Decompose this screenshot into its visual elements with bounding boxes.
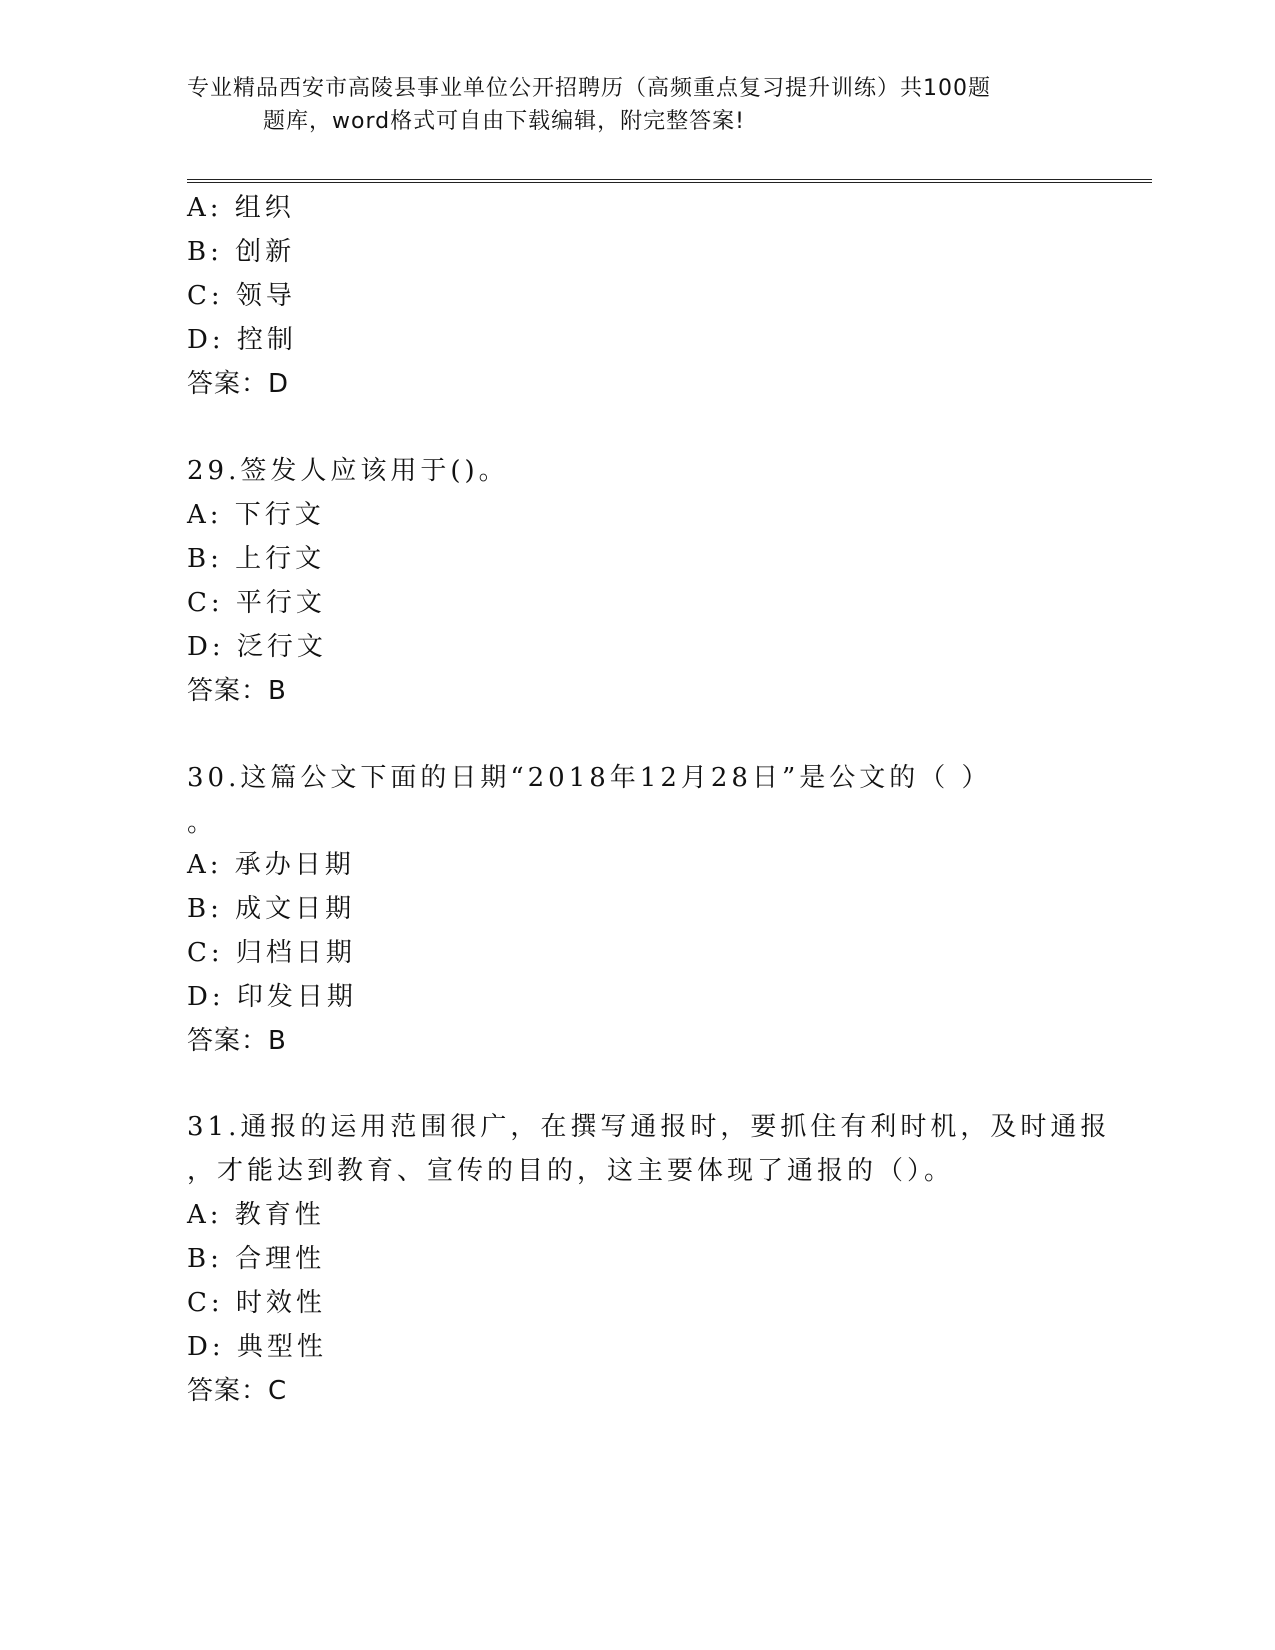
q30-answer: 答案：B: [187, 1026, 287, 1056]
q31-option-d: D: 典型性: [187, 1332, 327, 1362]
q29-option-a: A: 下行文: [187, 500, 325, 530]
q30-option-d: D: 印发日期: [187, 982, 357, 1012]
q30-option-c: C: 归档日期: [187, 938, 356, 968]
document-title-line-2: 题库，word格式可自由下载编辑，附完整答案!: [263, 109, 745, 134]
q30-question: 30.这篇公文下面的日期“2018年12月28日”是公文的（ ）: [187, 763, 992, 793]
q31-answer: 答案：C: [187, 1376, 288, 1406]
q28-option-a: A: 组织: [187, 193, 295, 223]
q28-option-b: B: 创新: [187, 237, 296, 267]
q28-answer: 答案：D: [187, 369, 290, 399]
document-title-line-1: 专业精品西安市高陵县事业单位公开招聘历（高频重点复习提升训练）共100题: [187, 76, 991, 101]
q31-option-a: A: 教育性: [187, 1200, 325, 1230]
q30-option-a: A: 承办日期: [187, 850, 355, 880]
q31-question: 31.通报的运用范围很广，在撰写通报时，要抓住有利时机，及时通报: [187, 1112, 1111, 1142]
header-divider-top: [187, 179, 1152, 180]
q31-question-continued: ，才能达到教育、宣传的目的，这主要体现了通报的（）。: [187, 1156, 955, 1186]
q29-option-d: D: 泛行文: [187, 632, 327, 662]
q31-option-c: C: 时效性: [187, 1288, 326, 1318]
q28-option-c: C: 领导: [187, 281, 296, 311]
q30-option-b: B: 成文日期: [187, 894, 356, 924]
q29-question: 29.签发人应该用于()。: [187, 456, 509, 486]
q29-option-c: C: 平行文: [187, 588, 326, 618]
q29-option-b: B: 上行文: [187, 544, 326, 574]
q31-option-b: B: 合理性: [187, 1244, 326, 1274]
header-divider-bottom: [187, 182, 1152, 183]
q30-question-continued: 。: [187, 808, 218, 838]
q29-answer: 答案：B: [187, 676, 287, 706]
q28-option-d: D: 控制: [187, 325, 297, 355]
